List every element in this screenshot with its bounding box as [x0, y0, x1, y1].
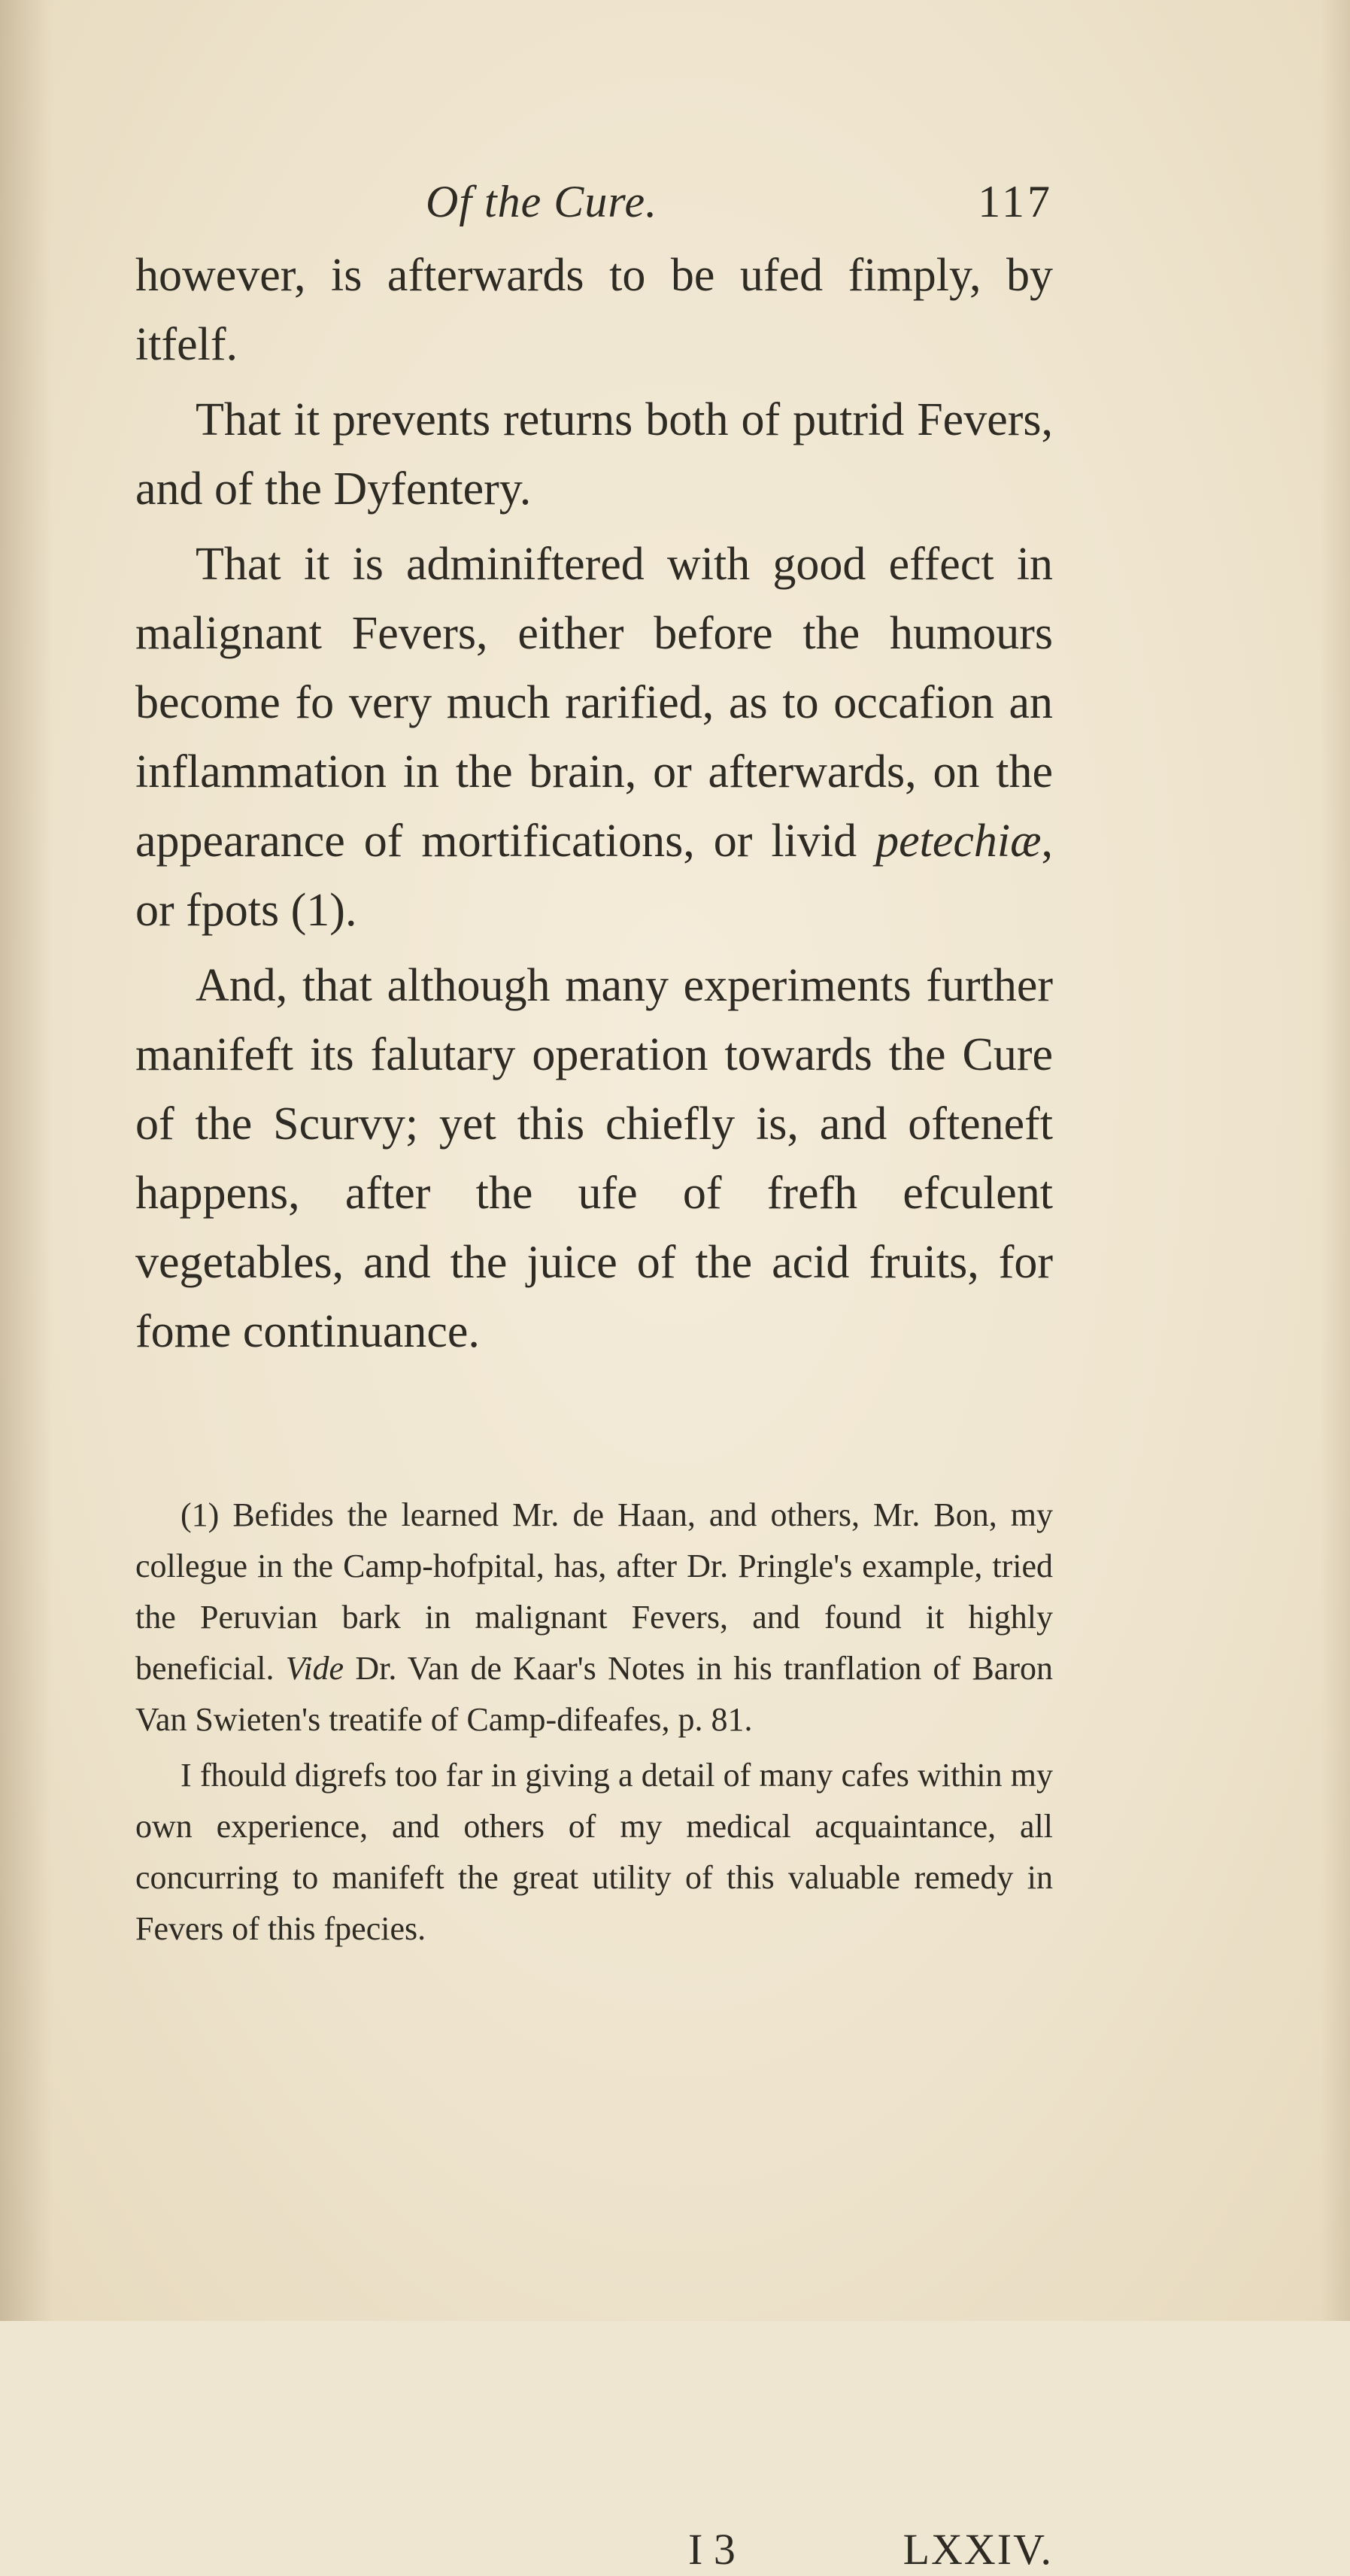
footnotes — [135, 1490, 1053, 2574]
paragraph-3 — [135, 530, 1053, 945]
footnote-1-text: (1) Befides the learned Mr. de Haan, and others, Mr. Bon, my collegue in the Camp-hofpital, has, after Dr. Pringle's example, tried the Peruvian bark in malignant Fevers, and found it highly beneficial. — [135, 1496, 1053, 1687]
catchword: LXXIV. — [903, 2525, 1053, 2574]
petechiae-italic: petechiæ — [875, 816, 1042, 867]
footnote-2: I fhould digrefs too far in giving a detail of many cafes within my own experience, and others of my medical acquaintance, all concurring to manifeft the great utility of this valuable remedy in Fevers of this fpecies. — [135, 1757, 1053, 1947]
gutter-shadow — [0, 0, 53, 2321]
paragraph-1: however, is afterwards to be ufed fimply, by itfelf. — [135, 250, 1053, 370]
paragraph-3-end: , or fpots (1). — [135, 816, 1053, 936]
signature-mark: I 3 — [688, 2525, 736, 2574]
footnote-1 — [135, 1490, 1053, 1745]
vide-italic: Vide — [285, 1650, 344, 1687]
paragraph-2: That it prevents returns both of putrid Fevers, and of the Dyfentery. — [135, 394, 1053, 515]
paragraph-4: And, that although many experiments further manifeft its falutary operation towards the Cure of the Scurvy; yet this chiefly is, and ofteneft happens, after the ufe of frefh efculent vegetables, and the juice of the acid fruits, for fome continuance. — [135, 960, 1053, 1357]
page-number: 117 — [978, 177, 1053, 226]
running-head — [135, 172, 1053, 239]
page-edge-shadow — [1320, 0, 1350, 2321]
paragraph-3-text: That it is adminiftered with good effect in malignant Fevers, either before the humours become fo very much rarified, as to occafion an inflammation in the brain, or afterwards, on the appearance of mortifications, or livid — [135, 539, 1053, 867]
body-text — [135, 241, 1053, 1366]
running-title: Of the Cure. — [426, 177, 658, 226]
footnote-1-end: Dr. Van de Kaar's Notes in his tranflation of Baron Van Swieten's treatife of Camp-difeafes, p. 81. — [135, 1650, 1053, 1738]
